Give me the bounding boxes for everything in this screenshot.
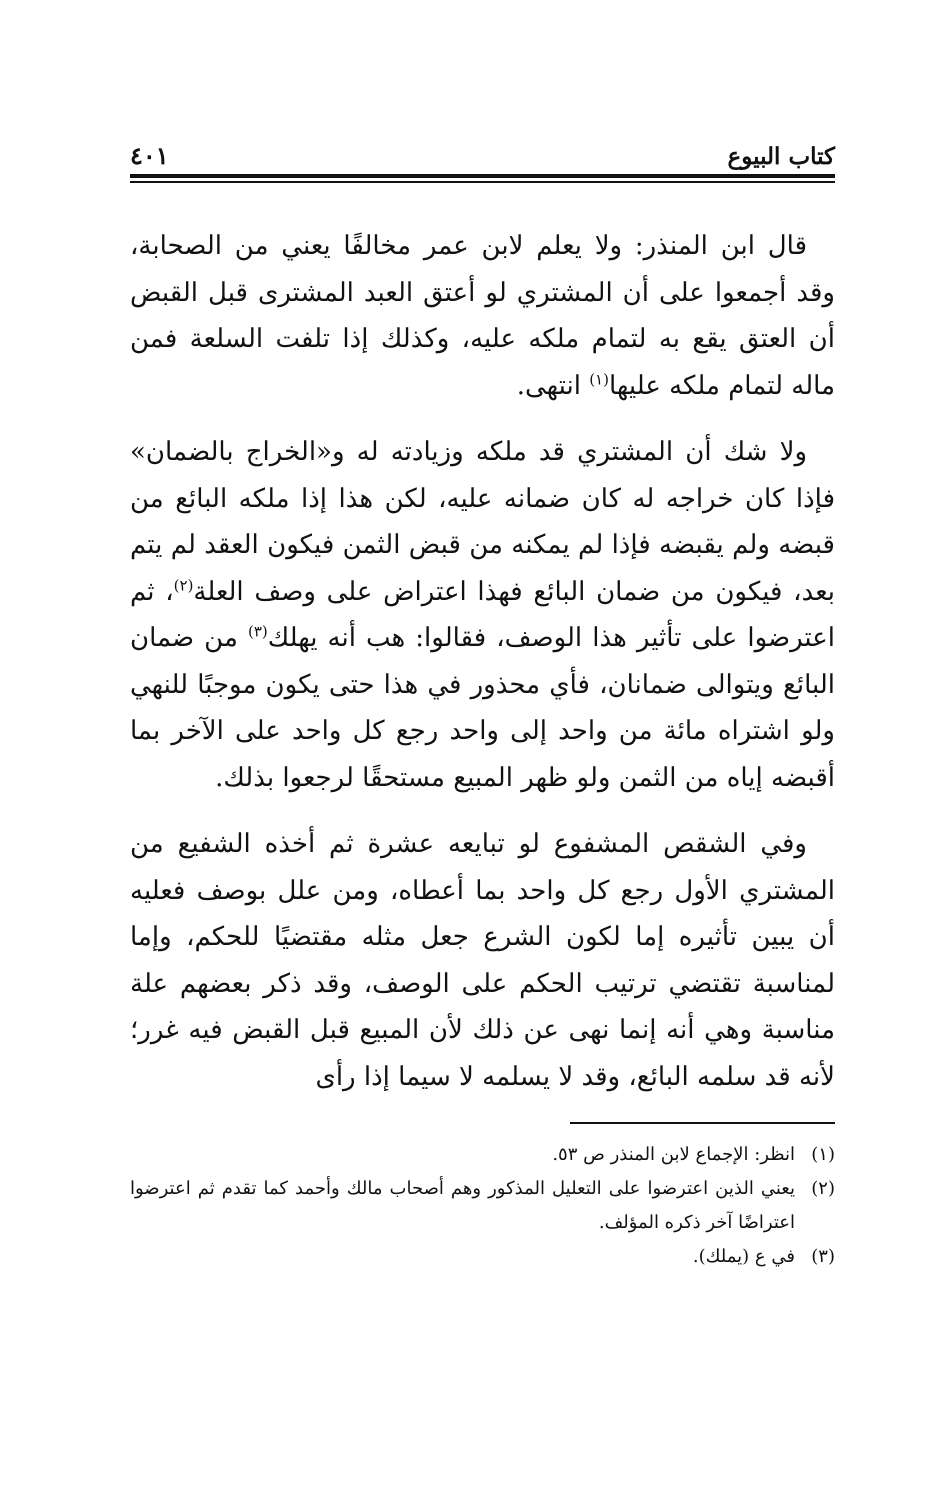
footnote-ref-3: (٣) (247, 622, 268, 641)
footnote-3 (130, 1240, 835, 1274)
footnote-text: انظر: الإجماع لابن المنذر ص ٥٣. (552, 1144, 795, 1165)
book-page (130, 120, 835, 1274)
footnote-number: (١) (811, 1144, 835, 1165)
footnote-number: (٢) (811, 1178, 835, 1199)
paragraph-1-text-end: انتهى. (516, 370, 590, 401)
page-number: ٤٠١ (130, 141, 169, 170)
book-title: كتاب البيوع (727, 143, 835, 170)
paragraph-2-text: ولا شك أن المشتري قد ملكه وزيادته له و«الخراج بالضمان» فإذا كان خراجه له كان ضمانه عليه، لكن هذا إذا ملكه البائع من قبضه ولم يقبضه فإذا لم يمكنه من قبض الثمن فيكون العقد لم يتم بعد، فيكون من ضمان البائع فهذا اعتراض على وصف العلة (130, 437, 835, 607)
footnote-ref-1: (١) (589, 369, 609, 388)
footnote-1 (130, 1138, 835, 1172)
footnote-ref-2: (٢) (173, 575, 194, 594)
paragraph-2-text-middle: ، ثم اعترضوا على تأثير هذا الوصف، فقالوا: هب أنه يهلك (130, 576, 836, 653)
footnote-text: في ع (يملك). (692, 1246, 795, 1267)
footnotes (130, 1138, 835, 1274)
paragraph-1 (130, 223, 835, 409)
paragraph-3 (130, 821, 835, 1100)
footnote-text: يعني الذين اعترضوا على التعليل المذكور وهم أصحاب مالك وأحمد كما تقدم ثم اعترضوا اعتراضًا آخر ذكره المؤلف. (130, 1178, 795, 1233)
footnote-separator (570, 1122, 835, 1124)
paragraph-2 (130, 429, 835, 801)
paragraph-3-text: وفي الشقص المشفوع لو تبايعه عشرة ثم أخذه الشفيع من المشتري الأول رجع كل واحد بما أعطاه، ومن علل بوصف فعليه أن يبين تأثيره إما لكون الشرع جعل مثله مقتضيًا للحكم، وإما لمناسبة تقتضي ترتيب الحكم على الوصف، وقد ذكر بعضهم علة مناسبة وهي أنه إنما نهى عن ذلك لأن المبيع قبل القبض فيه غرر؛ لأنه قد سلمه البائع، وقد لا يسلمه لا سيما إذا رأى (130, 829, 835, 1092)
main-text (130, 223, 835, 1100)
footnote-number: (٣) (811, 1246, 835, 1267)
paragraph-2-text-end: من ضمان البائع ويتوالى ضمانان، فأي محذور في هذا حتى يكون موجبًا للنهي ولو اشتراه مائة من واحد إلى واحد رجع كل واحد على الآخر بما أقبضه إياه من الثمن ولو ظهر المبيع مستحقًا لرجعوا بذلك. (130, 623, 835, 793)
footnote-2 (130, 1172, 835, 1240)
paragraph-1-text: قال ابن المنذر: ولا يعلم لابن عمر مخالفًا يعني من الصحابة، وقد أجمعوا على أن المشتري لو أعتق العبد المشترى قبل القبض أن العتق يقع به لتمام ملكه عليه، وكذلك إذا تلفت السلعة فمن ماله لتمام ملكه عليها (130, 231, 835, 401)
running-header (130, 120, 835, 170)
header-rule-thin (130, 181, 835, 183)
header-rule-thick (130, 174, 835, 178)
